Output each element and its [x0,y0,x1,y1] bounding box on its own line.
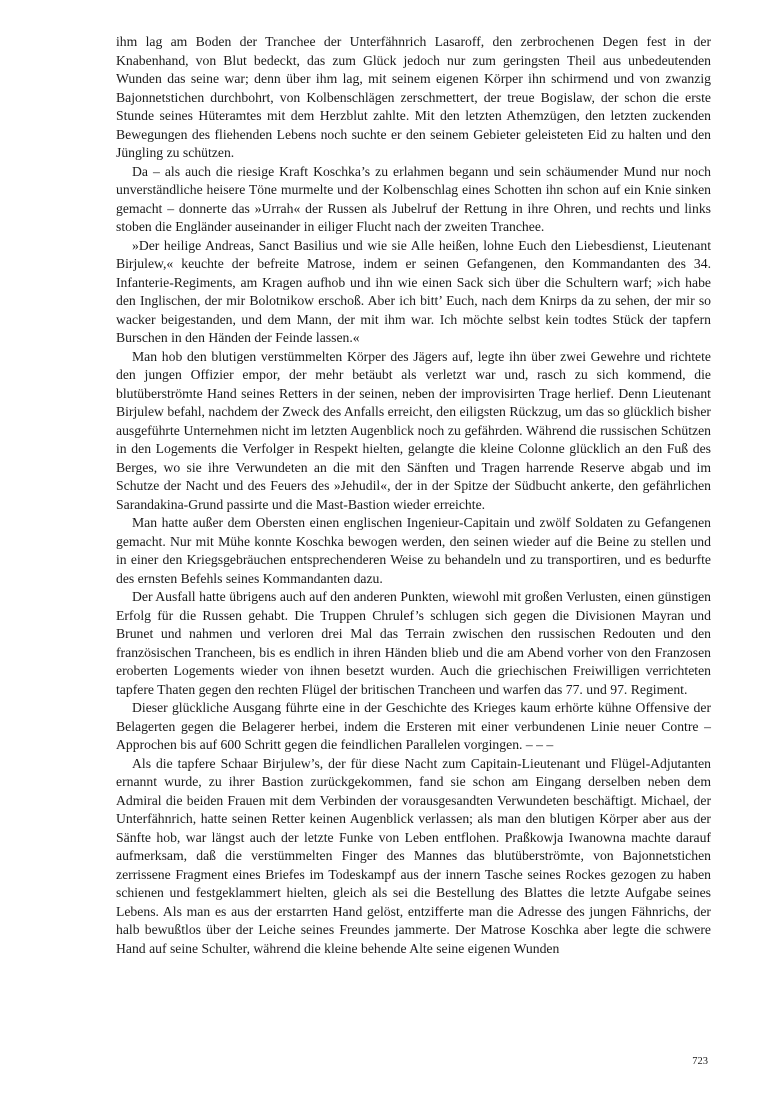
paragraph: »Der heilige Andreas, Sanct Basilius und wie sie Alle heißen, lohne Euch den Liebesdienst, Lieutenant Birjulew,« keuchte der befreite Matrose, indem er seinen Gefangenen, den Kommandanten des 34. Infanterie-Regiments, am Kragen aufhob und ihn wie einen Sack sich über die Schultern warf; »ich habe den Inglischen, der mir Bolotnikow erschoß. Aber ich bitt’ Euch, nach dem Knirps da zu sehen, der mir so wacker beigestanden, und dem Mann, der mit ihm war. Ich möchte selbst kein todtes Stück der tapfern Burschen in den Händen der Feinde lassen.« [116,237,711,345]
paragraph-continuation: ihm lag am Boden der Tranchee der Unterfähnrich Lasaroff, den zerbrochenen Degen fest in der Knabenhand, von Blut bedeckt, das zum Glück jedoch nur zum geringsten Theil aus unbedeutenden Wunden das seine war; denn über ihm lag, mit seinem eigenen Körper ihn schirmend und von zwanzig Bajonnetstichen durchbohrt, von Kolbenschlägen zerschmettert, der treue Bogislaw, der schon die erste Stunde seines Hüteramtes mit dem Herzblut zahlte. Mit den letzten Athemzügen, den letzten zuckenden Bewegungen des fliehenden Lebens noch suchte er den seinem Gebieter geleisteten Eid zu halten und den Jüngling zu schützen. [116,34,711,160]
paragraph: Man hob den blutigen verstümmelten Körper des Jägers auf, legte ihn über zwei Gewehre und richtete den jungen Offizier empor, der mehr betäubt als verletzt war und, rasch zu sich kommend, die blutüberströmte Hand seines Retters in der seinen, neben der improvisirten Trage herlief. Denn Lieutenant Birjulew befahl, nachdem der Zweck des Anfalls erreicht, den eiligsten Rückzug, um das so glücklich bisher ausgeführte Unternehmen nicht im letzten Augenblick noch zu gefährden. Während die russischen Schützen in den Logements die Verfolger in Respekt hielten, gelangte die kleine Colonne glücklich an den Fuß des Berges, wo sie ihre Verwundeten an die mit den Sänften und Tragen harrende Reserve abgab und im Schutze der Nacht und des Feuers des »Jehudil«, der in der Spitze der Südbucht ankerte, den gefährlichen Sarandakina-Grund passirte und die Mast-Bastion wieder erreichte. [116,348,711,512]
paragraph: Als die tapfere Schaar Birjulew’s, der für diese Nacht zum Capitain-Lieutenant und Flügel-Adjutanten ernannt wurde, zu ihrer Bastion zurückgekommen, fand sie schon am Eingang derselben neben dem Admiral die beiden Frauen mit dem Verbinden der vorausgesandten Verwundeten beschäftigt. Michael, der Unterfähnrich, hatte seinen Retter keinen Augenblick verlassen; als man den blutigen Körper aber aus der Sänfte hob, war längst auch der letzte Funke von Leben entflohen. Praßkowja Iwanowna machte darauf aufmerksam, daß die verstümmelten Finger des Mannes das blutüberströmte, von Bajonnetstichen zerrissene Fragment eines Briefes im Todeskampf aus der innern Tasche seines Rockes gezogen zu haben schienen und festgeklammert hielten, gleich als sei die Bestellung des Blattes die letzte Aufgabe seines Lebens. Als man es aus der erstarrten Hand gelöst, entzifferte man die Adresse des jungen Fähnrichs, der halb bewußtlos über der Leiche seines Freundes jammerte. Der Matrose Koschka aber legte die schwere Hand auf seine Schulter, während die kleine behende Alte seine eigenen Wunden [116,755,711,956]
page-body [116,33,711,958]
page-number: 723 [692,1056,708,1067]
paragraph: Dieser glückliche Ausgang führte eine in der Geschichte des Krieges kaum erhörte kühne Offensive der Belagerten gegen die Belagerer herbei, indem die Ersteren mit einer verbundenen Linie neuer Contre – Approchen bis auf 600 Schritt gegen die feindlichen Parallelen vorgingen. – – – [116,700,711,752]
paragraph: Da – als auch die riesige Kraft Koschka’s zu erlahmen begann und sein schäumender Mund nur noch unverständliche heisere Töne murmelte und der Kolbenschlag eines Schotten ihn schon auf ein Knie sinken gemacht – donnerte das »Urrah« der Russen als Jubelruf der Rettung in ihre Ohren, und rechts und links stoben die Engländer auseinander in eiliger Flucht nach der zweiten Tranchee. [116,163,711,234]
paragraph: Der Ausfall hatte übrigens auch auf den anderen Punkten, wiewohl mit großen Verlusten, einen günstigen Erfolg für die Russen gehabt. Die Truppen Chrulef’s schlugen sich gegen die Divisionen Mayran und Brunet und nahmen und verloren drei Mal das Terrain zwischen den russischen Redouten und den französischen Trancheen, bis es endlich in ihren Händen blieb und die am Abend vorher von den Franzosen eroberten Logements wieder von ihnen besetzt wurden. Auch die griechischen Freiwilligen verrichteten tapfere Thaten gegen den rechten Flügel der britischen Trancheen und warfen das 77. und 97. Regiment. [116,589,711,697]
paragraph: Man hatte außer dem Obersten einen englischen Ingenieur-Capitain und zwölf Soldaten zu Gefangenen gemacht. Nur mit Mühe konnte Koschka bewogen werden, den seinen wieder auf die Beine zu stellen und in einer den Kriegsgebräuchen entsprechenderen Weise zu behandeln und zu transportiren, und es bedurfte des ernsten Befehls seines Kommandanten dazu. [116,515,711,586]
